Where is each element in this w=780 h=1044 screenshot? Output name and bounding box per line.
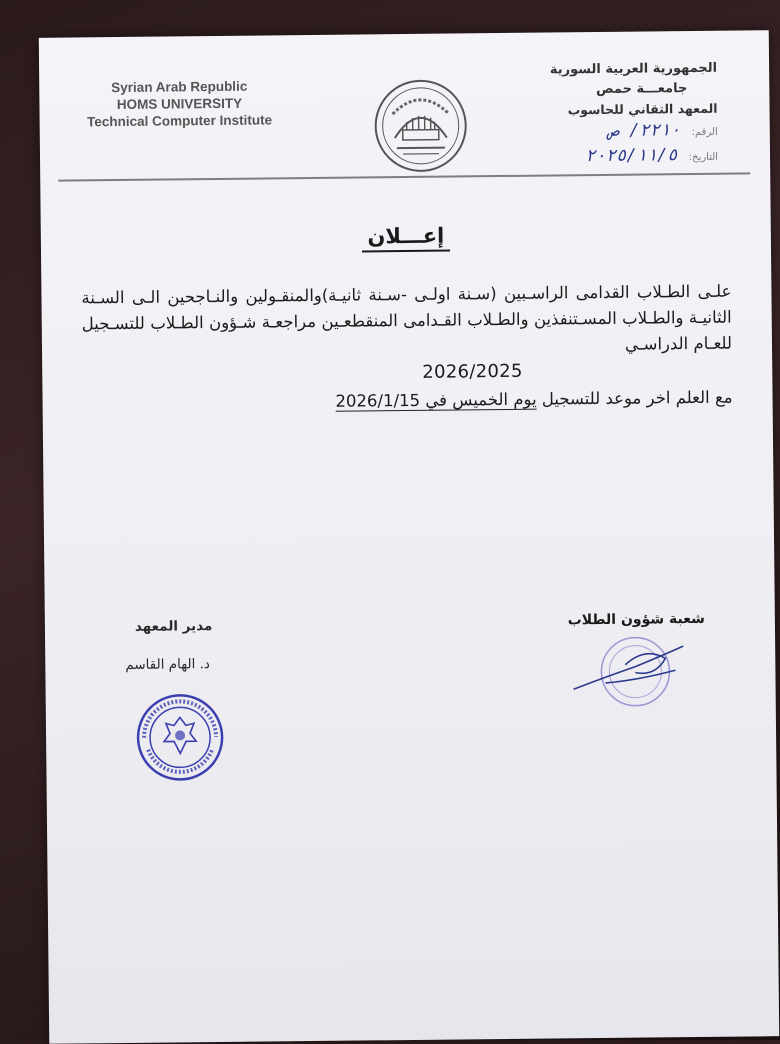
- university-logo: [372, 77, 469, 174]
- reference-number-row: [478, 119, 718, 147]
- student-affairs-signature-title: شعبة شؤون الطلاب: [567, 610, 705, 629]
- header-en-institute: Technical Computer Institute: [87, 112, 273, 130]
- deadline-prefix: مع العلم اخر موعد للتسجيل: [541, 387, 733, 409]
- header-ar-institute: المعهد التقاني للحاسوب: [567, 100, 718, 118]
- student-affairs-signature: [565, 636, 696, 697]
- date-value: ٢٠٢٥/١١/٥: [585, 145, 678, 167]
- announcement-paragraph: علـى الطـلاب القدامى الراسـبين (سـنة اولـى -سـنة ثانيـة)والمنقـولين والنـاجحين الـى السـنة الثانيـة والطـلاب المسـتنفذين والطـلاب القـدامى المنقطعـين مراجعـة شـؤون الطـلاب للتسـجيل للعـام الدراسـي: [81, 281, 733, 354]
- header-arabic: [477, 59, 718, 172]
- deadline-date: يوم الخميس في 2026/1/15: [335, 389, 537, 411]
- deadline-line: [82, 385, 732, 418]
- institute-director-name: د. الهام القاسم: [125, 656, 210, 673]
- header-ar-country: الجمهورية العربية السورية: [549, 60, 718, 78]
- header-english: [79, 77, 280, 130]
- academic-year: 2026/2025: [422, 360, 523, 383]
- institute-director-title: مدير المعهد: [134, 618, 213, 635]
- announcement-title: [41, 220, 771, 252]
- date-label: التاريخ:: [688, 151, 719, 164]
- document-page: [39, 30, 779, 1044]
- announcement-title-text: إعـــلان: [361, 224, 450, 253]
- header-en-country: Syrian Arab Republic: [111, 78, 248, 96]
- institute-official-seal: [134, 691, 227, 784]
- header-ar-university: جامعـــة حمص: [596, 81, 688, 98]
- header-en-university: HOMS UNIVERSITY: [116, 95, 243, 113]
- announcement-body: [81, 279, 732, 418]
- reference-number-value: ٢٢١٠/ ص: [608, 120, 681, 141]
- reference-number-label: الرقم:: [691, 126, 718, 139]
- date-row: [478, 144, 718, 172]
